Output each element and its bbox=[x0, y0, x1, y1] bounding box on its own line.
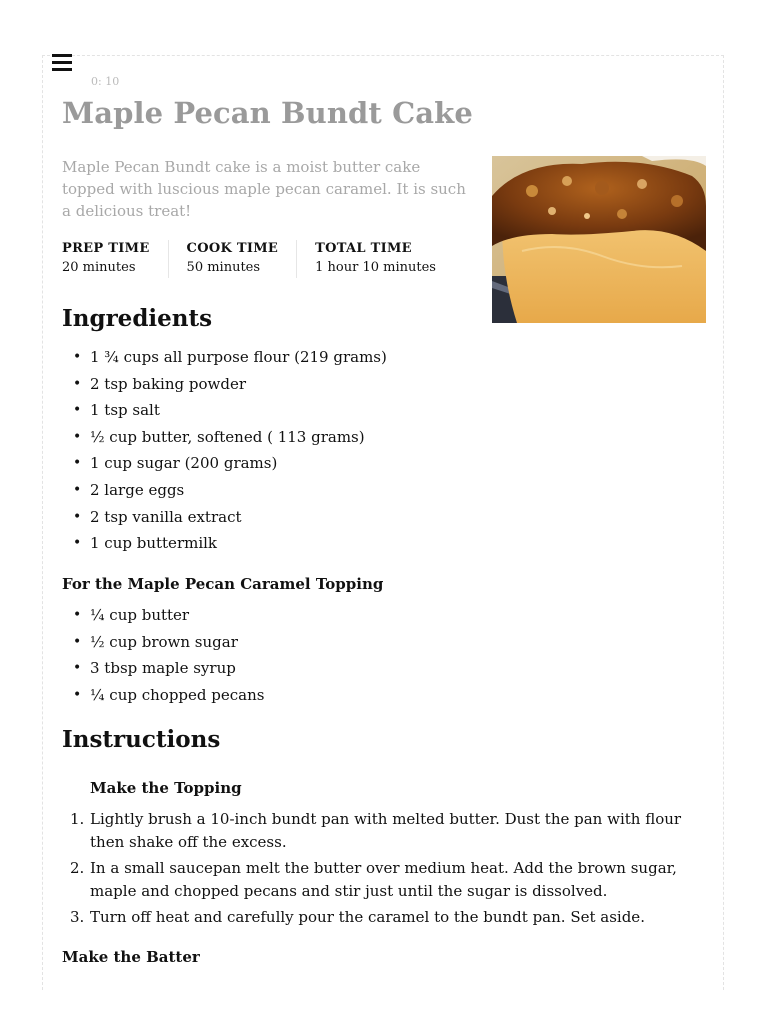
ingredient-item: • 2 tsp baking powder bbox=[62, 371, 702, 398]
total-time-value: 1 hour 10 minutes bbox=[315, 260, 436, 275]
total-time bbox=[315, 240, 454, 278]
ingredient-item: • ¼ cup butter bbox=[62, 602, 702, 629]
ingredient-item: • ½ cup butter, softened ( 113 grams) bbox=[62, 424, 702, 451]
cook-time-label: COOK TIME bbox=[186, 241, 279, 256]
total-time-label: TOTAL TIME bbox=[315, 241, 412, 256]
cake-photo bbox=[492, 156, 706, 323]
recipe-card bbox=[42, 55, 724, 990]
ingredient-item: • ¼ cup chopped pecans bbox=[62, 682, 702, 709]
ingredient-item: • 1 tsp salt bbox=[62, 397, 702, 424]
cook-time bbox=[187, 240, 298, 278]
recipe-title: Maple Pecan Bundt Cake bbox=[62, 96, 473, 130]
ingredient-item: • 1 ¾ cups all purpose flour (219 grams) bbox=[62, 344, 702, 371]
ingredient-item: • 3 tbsp maple syrup bbox=[62, 655, 702, 682]
instruction-step-text: Lightly brush a 10-inch bundt pan with melted butter. Dust the pan with flour then shake off the excess. bbox=[90, 810, 682, 851]
ingredient-item: • 1 cup sugar (200 grams) bbox=[62, 450, 702, 477]
prep-time bbox=[62, 240, 169, 278]
ingredients-heading: Ingredients bbox=[62, 305, 213, 332]
ingredients-list bbox=[62, 344, 702, 557]
instruction-step: 3. Turn off heat and carefully pour the caramel to the bundt pan. Set aside. bbox=[70, 908, 645, 926]
recipe-times bbox=[62, 240, 472, 278]
instruction-step-text: Turn off heat and carefully pour the caramel to the bundt pan. Set aside. bbox=[90, 908, 645, 926]
topping-ingredients-list bbox=[62, 602, 702, 708]
partial-meta-text: 0: 10 bbox=[91, 75, 120, 88]
instruction-step: 2. In a small saucepan melt the butter over medium heat. Add the brown sugar, maple and chopped pecans and stir just until the sugar is dissolved. bbox=[70, 859, 677, 900]
topping-ingredients-heading: For the Maple Pecan Caramel Topping bbox=[62, 575, 384, 593]
topping-steps-list bbox=[62, 808, 702, 932]
ingredient-item: • 1 cup buttermilk bbox=[62, 530, 702, 557]
ingredient-item: • ½ cup brown sugar bbox=[62, 629, 702, 656]
prep-time-value: 20 minutes bbox=[62, 260, 136, 275]
hamburger-menu-icon[interactable] bbox=[48, 48, 78, 76]
cook-time-value: 50 minutes bbox=[186, 260, 261, 275]
ingredient-item: • 2 tsp vanilla extract bbox=[62, 504, 702, 531]
recipe-summary: Maple Pecan Bundt cake is a moist butter cake topped with luscious maple pecan caramel. It is such a delicious treat! bbox=[62, 158, 466, 220]
make-batter-heading: Make the Batter bbox=[62, 948, 200, 966]
instruction-step-text: In a small saucepan melt the butter over medium heat. Add the brown sugar, maple and chopped pecans and stir just until the sugar is dissolved. bbox=[90, 859, 677, 900]
make-topping-heading: Make the Topping bbox=[90, 779, 242, 797]
ingredient-item: • 2 large eggs bbox=[62, 477, 702, 504]
instruction-step: 1. Lightly brush a 10-inch bundt pan with melted butter. Dust the pan with flour then shake off the excess. bbox=[70, 810, 682, 851]
prep-time-label: PREP TIME bbox=[62, 241, 150, 256]
instructions-heading: Instructions bbox=[62, 726, 221, 753]
